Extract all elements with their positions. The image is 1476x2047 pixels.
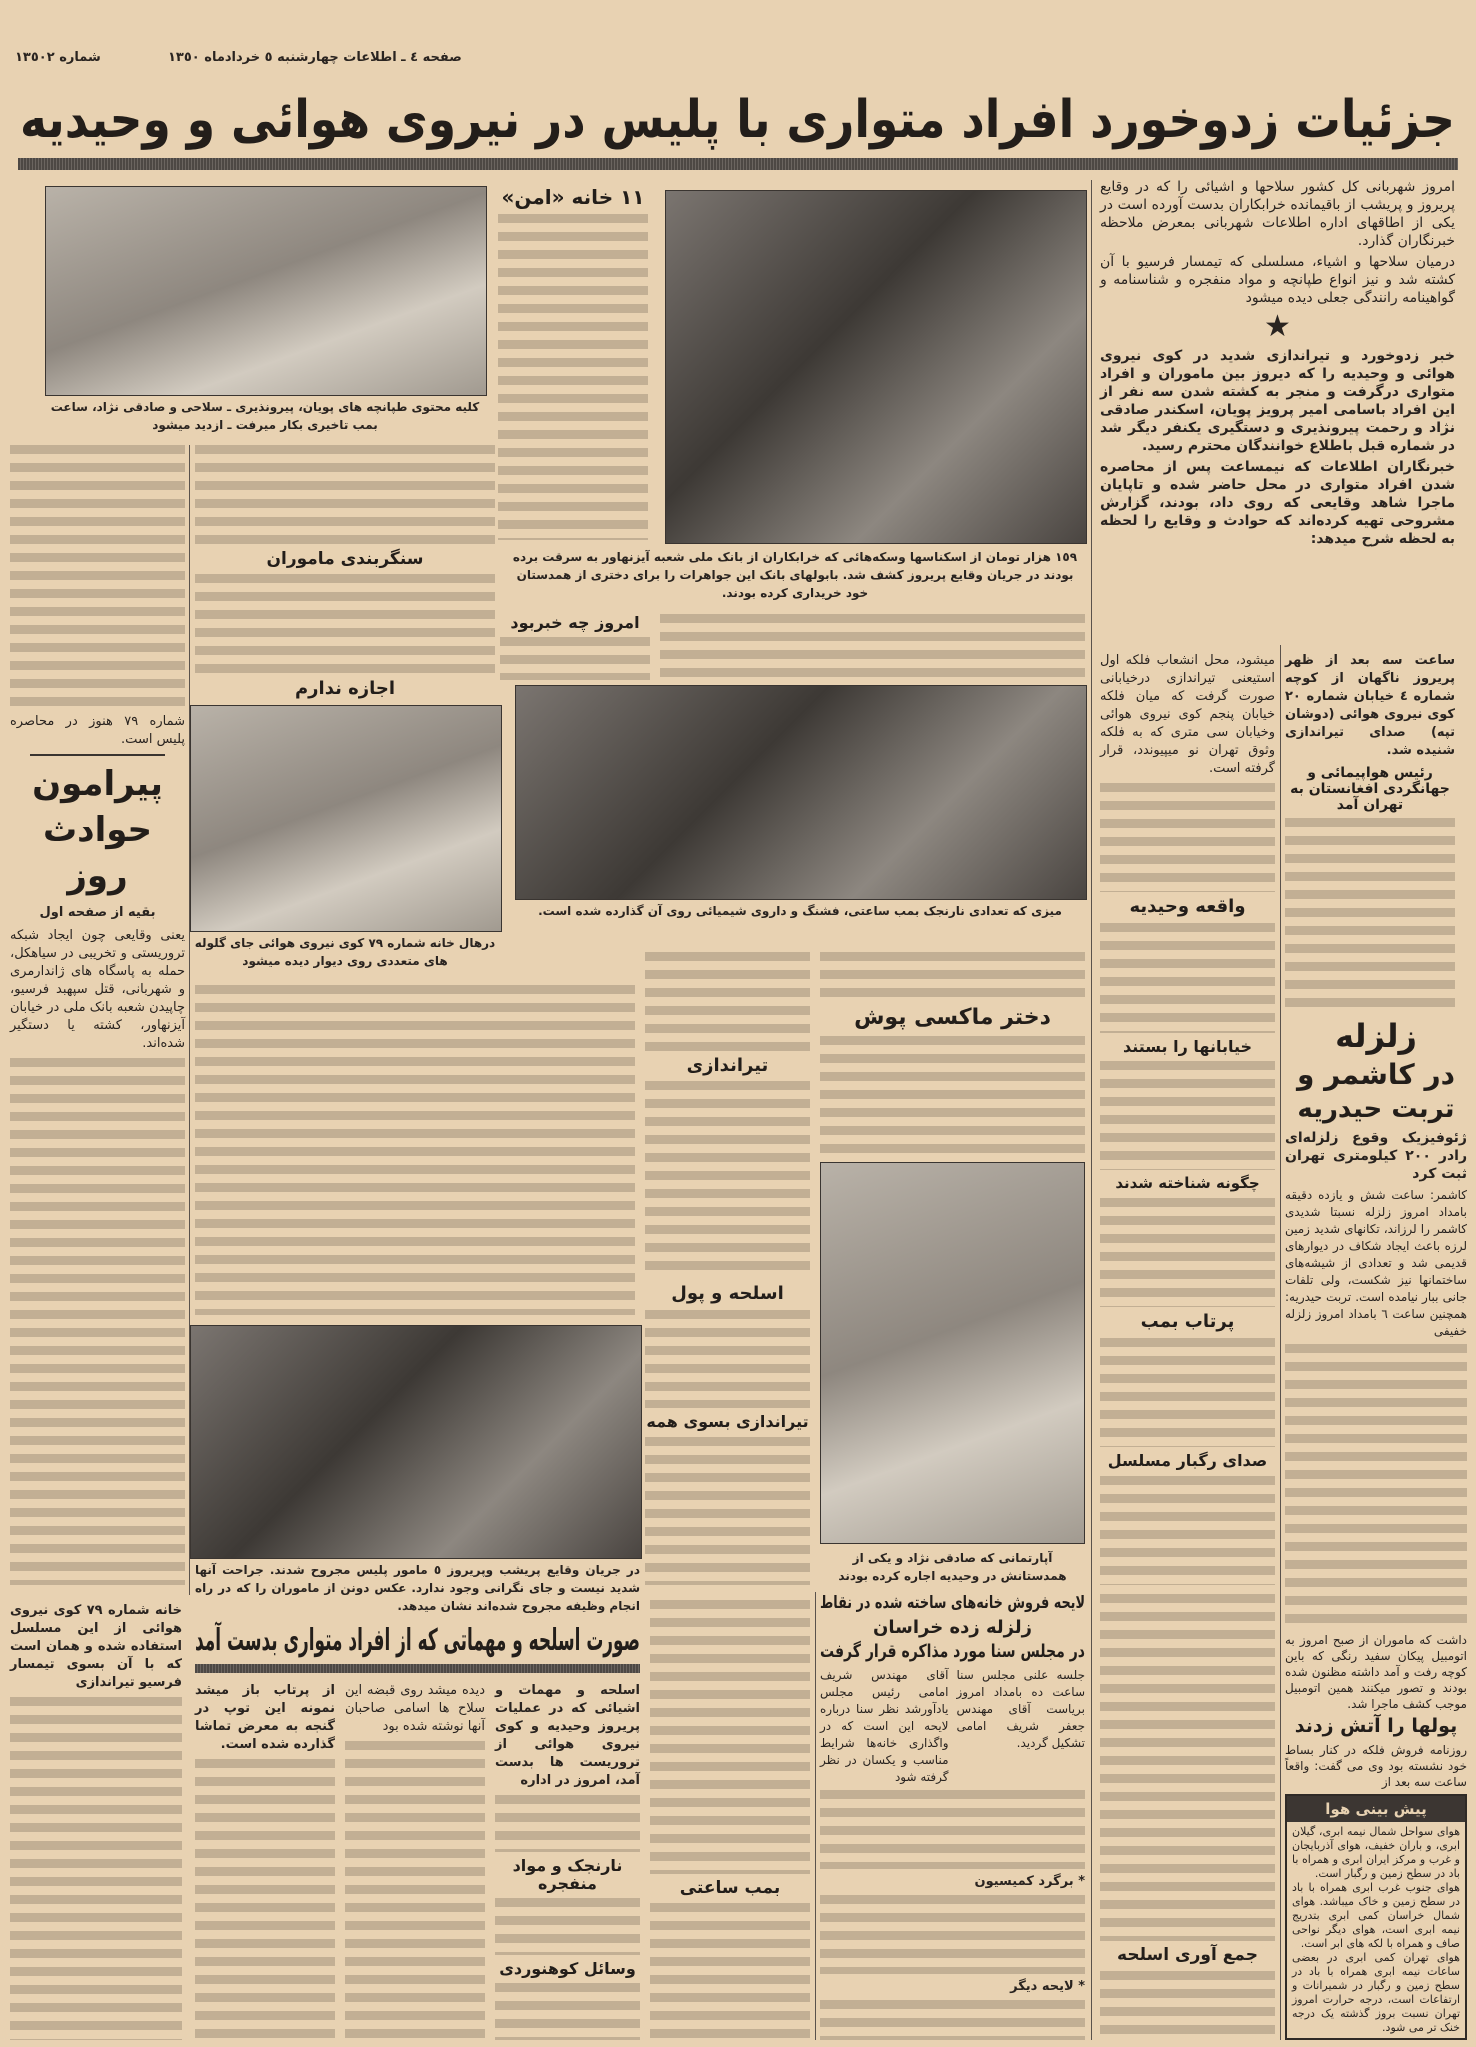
text-column	[345, 1741, 485, 2040]
bottom-col-b: دیده میشد روی قبضه این سلاح ها اسامی صاحبان آنها نوشته شده بود	[345, 1683, 485, 1734]
maxi-girl-column	[820, 952, 1085, 1585]
senate-column	[820, 1594, 1085, 2040]
subhead-machinegun: صدای رگبار مسلسل	[1107, 1451, 1268, 1471]
subhead-streets: خیابانها را بستند	[1122, 1036, 1253, 1056]
senate-title-2: زلزله زده خراسان	[873, 1616, 1032, 1638]
quake-title-1: زلزله	[1335, 1017, 1417, 1055]
grenades-caption: میزی که تعدادی نارنجک بمب ساعتی، فشنگ و داروی شیمیائی روی آن گذارده شده است.	[538, 904, 1062, 918]
subhead-shooting: تیراندازی	[686, 1054, 769, 1076]
intro-p1: امروز شهربانی کل کشور سلاحها و اشیائی را که در وقایع پریروز و پریشب از باقیمانده خرابکاران بدست آورده است در یکی از اطاقهای اداره اطلاعات شهربانی بمعرض ملاحظه خبرنگاران گذارد.	[1100, 179, 1455, 249]
intro-p2: درمیان سلاحها و اشیاء، مسلسلی که تیمسار فرسیو با آن کشته شد و نیز انواع طپانچه و مواد منفجره و شناسنامه و گواهینامه رانندگی جعلی دیده میشود	[1100, 254, 1455, 306]
quake-text: کاشمر: ساعت شش و یازده دقیقه بامداد امروز زلزله نسبتا شدیدی کاشمر را لرزاند، تکانهای شدید زمین لرزه باعث ایجاد شکاف در دیوارهای قدیمی شد و تعدادی از شیشه‌های ساختمانها نیز شکست، ولی تلفات جانی ببار نیامده است. تربت حیدریه: همچنین ساعت ٦ بامداد امروز زلزله خفیفی	[1285, 1187, 1468, 1338]
bottom-col-d: خانه شماره ٧٩ کوی نیروی هوائی از این مسلسل استفاده شده و همان است که با آن بسوی تیمسار فرسیو تیراندازی	[10, 1603, 182, 1690]
bottom-col-b-column	[345, 1682, 485, 2040]
collect-column	[1100, 1594, 1275, 2040]
quake-title-2: در کاشمر و	[1297, 1057, 1455, 1091]
burned-money-text: روزنامه فروش فلکه در کنار بساط خود نشسته بود وی می گفت: واقعاً ساعت سه بعد از	[1285, 1743, 1467, 1789]
bottom-col-d-column	[10, 1602, 182, 2040]
text-column	[820, 1895, 1085, 1974]
page-info: صفحه ٤ ـ اطلاعات چهارشنبه ٥ خردادماه ١٣٥٠	[168, 50, 462, 65]
subhead-grenades: نارنجک و مواد منفجره	[512, 1855, 623, 1893]
bottom-col-a: اسلحه و مهمات و اشیائی که در عملیات پریروز وحیدیه و کوی نیروی هوائی از تروریست ها بدست آمد، امروز در اداره	[495, 1683, 640, 1788]
documents-caption: ١٥٩ هزار تومان از اسکناسها وسکه‌هائی که خرابکاران از بانک ملی شعبه آیزنهاور به سرقت برده بودند در جریان وقایع پریروز کشف شد. بابولهای بانک این جواهرات را برای دختری از همدستان خود خریداری کرده بودند.	[512, 550, 1078, 600]
safe-houses-column	[498, 186, 648, 540]
text-column	[1285, 1344, 1467, 1628]
wounded-officer-photo	[190, 1325, 642, 1559]
text-column	[1100, 1476, 1275, 1585]
column-rule	[1091, 180, 1092, 2040]
text-column	[495, 1898, 640, 1955]
airline-headline: رئیس هواپیمائی و جهانگردی افغانستان به تهران آمد	[1290, 765, 1450, 814]
text-column	[820, 1036, 1085, 1157]
building-photo	[820, 1162, 1085, 1544]
intro-p4: خبرنگاران اطلاعات که نیمساعت پس از محاصره شدن افراد متواری در محل حاضر شده و تاپایان ماجرا شاهد وقایعی که روی داد، بودند، گزارش مشروحی تهیه کرده‌اند که حوادث و وقایع را لحظه به لحظه شرح میدهد:	[1100, 459, 1455, 547]
right-col-lower	[1285, 1018, 1467, 2040]
wounded-caption: در جریان وقایع پریشب وپریروز ٥ مامور پلیس مجروح شدند. جراحت آنها شدید نیست و جای نگرانی وجود ندارد. عکس دونن از ماموران را که در راه انجام وظیفه مجروح شده‌اند نشان میدهد.	[195, 1563, 640, 1613]
text-column	[498, 214, 648, 540]
text-column	[645, 1437, 810, 1585]
column-rule	[1280, 645, 1281, 2040]
time-bomb-column	[650, 1600, 810, 2040]
divider	[30, 754, 165, 756]
left-box-text: یعنی وقایعی چون ایجاد شبکه تروریستی و تخریبی در سیاهکل، حمله به پاسگاه های ژاندارمری و شهربانی، قتل سپهبد فرسیو، چاپیدن شعبه بانک ملی در خیابان آیزنهاور، کشته یا دستگیر شده‌اند.	[10, 928, 185, 1052]
text-column	[1100, 1594, 1275, 1941]
weapons-photo	[45, 186, 487, 396]
column-rule	[815, 1592, 816, 2040]
subhead-bomb-throw: پرتاب بمب	[1140, 1311, 1235, 1333]
weapons-caption: کلیه محتوی طپانچه های پویان، پیرونذیری ـ سلاحی و صادقی نژاد، ساعت بمب تاخیری بکار میرفت ـ ازدید میشود	[50, 400, 480, 432]
car-story: داشت که ماموران از صبح امروز به اتومبیل پیکان سفید رنگی که باین کوچه رفت و آمد داشته مظنون شده بودند و تصور میکنند همین اتومبیل موجب کشف ماجرا شد.	[1285, 1633, 1467, 1712]
text-column	[1100, 1971, 1275, 2040]
text-column	[495, 1983, 640, 2040]
text-column	[645, 1081, 810, 1279]
subhead-time-bomb: بمب ساعتی	[679, 1877, 781, 1898]
subhead-vahidieh: واقعه وحیدیه	[1129, 896, 1246, 918]
text-column	[1100, 1198, 1275, 1307]
bottom-col-a-column	[495, 1682, 640, 2040]
subhead-collect: جمع آوری اسلحه	[1117, 1945, 1258, 1966]
left-box-continued: بقیه از صفحه اول	[39, 905, 156, 921]
quake-title-3: تربت حیدریه	[1297, 1093, 1455, 1124]
text-column	[650, 1600, 810, 1874]
senate-title-1: لایحه فروش خانه‌های ساخته شده در نقاط	[820, 1593, 1085, 1613]
weather-logo: پیش بینی هوا	[1287, 1796, 1465, 1822]
quake-subtitle: ژئوفیزیک وقوع زلزله‌ای رادر ٢٠٠ کیلومتری تهران ثبت کرد	[1285, 1129, 1467, 1182]
left-column	[10, 445, 185, 1585]
senate-text-b: آقای مهندس شریف امامی رئیس مجلس یادآورشد نظر سنا درباره لایحه این است که در واگذاری خانه‌ها شرایط مناسب و یکسان در نظر گرفته شود	[820, 1667, 949, 1784]
main-headline: جزئیات زدوخورد افراد متواری با پلیس در نیروی هوائی و وحیدیه	[19, 90, 1456, 150]
senate-title-3: در مجلس سنا مورد مذاکره قرار گرفت	[820, 1641, 1085, 1663]
text-column	[500, 637, 650, 680]
weather-p2: هوای جنوب غرب ابری همراه با باد در سطح زمین و خاک میباشد. هوای شمال خراسان کمی ابری بتدریج نیمه ابری است، هوای دیگر نواحی صاف و همراه با لکه های ابر است.	[1292, 1881, 1460, 1950]
text-column	[660, 614, 1085, 680]
text-column	[195, 574, 495, 674]
senate-text-a: جلسه علنی مجلس سنا ساعت ده بامداد امروز بریاست آقای مهندس جعفر شریف امامی تشکیل گردید.	[956, 1667, 1085, 1750]
text-column	[1285, 818, 1455, 1010]
weather-box	[1285, 1794, 1467, 2040]
text-column	[650, 1903, 810, 2040]
star-icon: ★	[1264, 309, 1291, 344]
weather-p1: هوای سواحل شمال نیمه ابری، گیلان ابری، و باران خفیف، هوای آذربایجان و غرب و مرکز ایران ابری و همراه با باد در سطح زمین و رگبار است.	[1292, 1825, 1460, 1880]
subhead-commission: * برگرد کمیسیون	[974, 1874, 1085, 1890]
col-right-b: میشود، محل انشعاب فلکه اول استیعنی تیراندازی درخیابانی صورت گرفت که میان فلکه خیابان پنجم کوی نیروی هوائی وخیابان سی متری که به فلکه وثوق تهران نو میپیوندد، قرار گرفته است.	[1100, 653, 1275, 776]
text-column	[820, 2000, 1085, 2040]
today-column	[500, 614, 650, 680]
text-column	[195, 445, 495, 545]
subhead-barricade: سنگربندی ماموران	[266, 548, 424, 569]
weather-p3: هوای تهران کمی ابری در بعضی ساعات نیمه ابری همراه با باد در سطح زمین و رگبار در شمیرانات و ارتفاعات است، درجه حرارت امروز تهران نسبت بروز گذشته یک درجه خنک تر می شود.	[1292, 1951, 1460, 2034]
text-column	[495, 1795, 640, 1852]
left-box-title: پیرامون حوادث روز	[32, 764, 163, 897]
text-column	[10, 1697, 182, 2040]
headline-bar	[18, 158, 1458, 170]
subhead-shoot-all: تیراندازی بسوی همه	[646, 1412, 809, 1432]
wall-bullet-holes-photo	[190, 705, 502, 932]
barricade-column	[195, 445, 495, 700]
documents-money-photo	[665, 190, 1087, 544]
subhead-other-bill: * لایحه دیگر	[1010, 1979, 1085, 1995]
text-column	[195, 985, 635, 1315]
right-col-a	[1285, 652, 1455, 1010]
subhead-weapons-money: اسلحه و پول	[671, 1283, 784, 1304]
wall-caption: درهال خانه شماره ٧٩ کوی نیروی هوائی جای گلوله های متعددی روی دیوار دیده میشود	[194, 936, 496, 968]
right-col-b	[1100, 652, 1275, 1585]
text-column	[1100, 783, 1275, 892]
text-column	[195, 1759, 335, 2040]
burned-money-title: پولها را آتش زدند	[1294, 1715, 1458, 1738]
subhead-maxi-girl: دختر ماکسی پوش	[854, 1005, 1051, 1031]
grenades-table-photo	[515, 685, 1087, 900]
text-column	[820, 1790, 1085, 1869]
intro-p3: خبر زدوخورد و تیراندازی شدید در کوی نیروی هوائی و وحیدیه را که دیروز بین ماموران و افراد متواری درگرفت و منجر به کشته شدن سه نفر از این افراد باسامی امیر پرویز پویان، اسکندر صادقی نژاد و رحمت پیرونذیری و دستگیری یکنفر دیگر شد در شماره قبل باطلاع خوانندگان محترم رسید.	[1100, 348, 1455, 454]
text-column	[645, 952, 810, 1051]
bottom-headline: صورت اسلحه و مهماتی که از افراد متواری بدست آمد	[195, 1623, 640, 1658]
subhead-safe-houses: ١١ خانه «امن»	[501, 185, 645, 209]
text-column	[10, 445, 185, 708]
bottom-col-c-column	[195, 1682, 335, 2040]
text-column	[1100, 1338, 1275, 1447]
intro-column	[1100, 178, 1455, 548]
issue-number: شماره ١٣٥٠٢	[15, 50, 101, 65]
text-column	[820, 952, 1085, 1000]
subhead-identified: چگونه شناخته شدند	[1115, 1174, 1260, 1193]
col-right-a: ساعت سه بعد از ظهر پریروز ناگهان از کوچه شماره ٤ خیابان شماره ٢٠ کوی نیروی هوائی (دوشان تپه) صدای تیراندازی شنیده شد.	[1285, 653, 1455, 758]
bottom-bar	[195, 1664, 640, 1673]
text-column	[10, 1058, 185, 1585]
building-caption: آپارتمانی که صادقی نژاد و یکی از همدستانش در وحیدیه اجاره کرده بودند	[838, 1551, 1067, 1583]
subhead-permission: اجازه ندارم	[294, 678, 396, 700]
text-column	[1100, 923, 1275, 1032]
senate-text-row	[820, 1667, 1085, 1786]
text-column	[1100, 1061, 1275, 1170]
subhead-today: امروز چه خبربود	[510, 613, 640, 632]
text-column	[645, 1310, 810, 1409]
shooting-column	[645, 952, 810, 1585]
subhead-climbing: وسائل کوهنوردی	[499, 1959, 636, 1978]
left-top-end: شماره ٧٩ هنوز در محاصره پلیس است.	[10, 714, 185, 748]
bottom-col-c: از پرتاب باز میشد نمونه این توپ در گنجه به معرض تماشا گذارده شده است.	[195, 1683, 335, 1752]
